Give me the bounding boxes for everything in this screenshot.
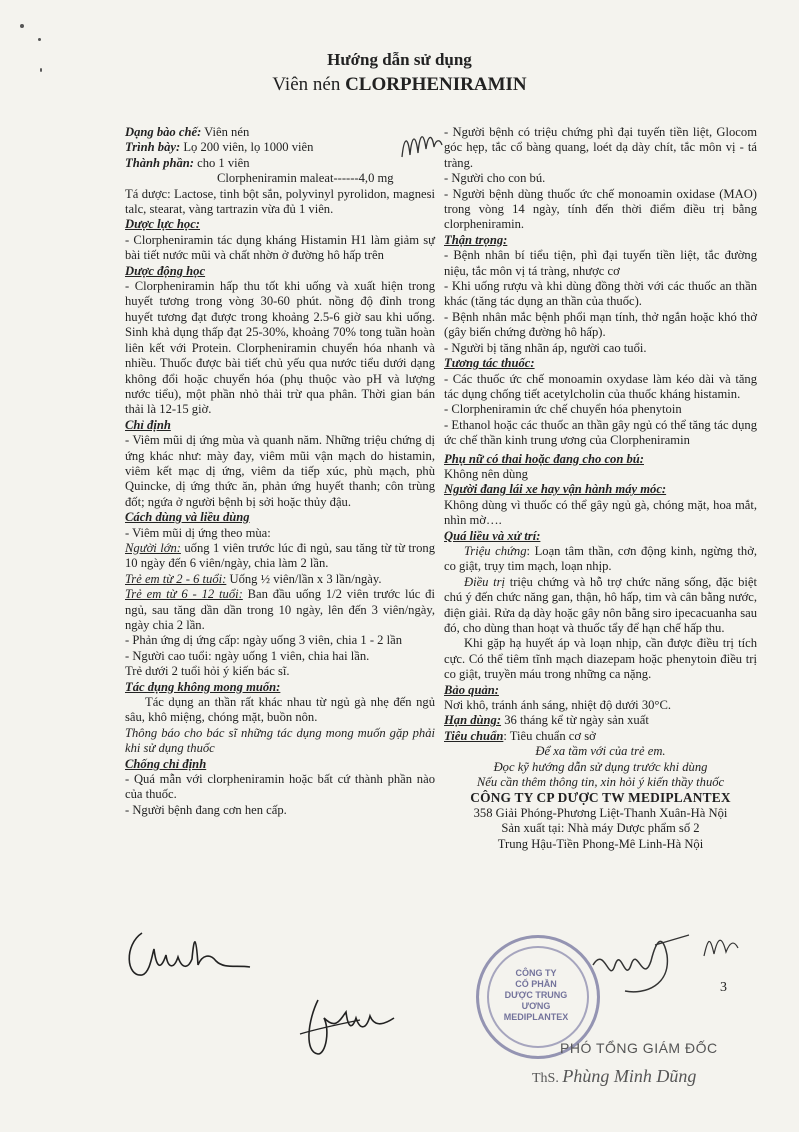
section-heading: Bảo quản: — [444, 682, 499, 697]
handwritten-signature — [120, 925, 260, 985]
warning-note: Để xa tầm với của trẻ em. — [535, 744, 666, 759]
dosage-item: Trẻ em từ 6 - 12 tuổi: Ban đầu uống 1/2 viên trước lúc đi ngủ, sau tăng dần dần trong 10 ngày, lên đến 3 viên/ngày, ngày chia 2 lần. — [125, 587, 435, 632]
contraindication-item: - Người bệnh có triệu chứng phì đại tuyến tiền liệt, Glocom góc hẹp, tắc cổ bàng quang, loét dạ dày chít, tắc môn vị - tá tràng. — [444, 125, 757, 170]
dosage-item: - Phản ứng dị ứng cấp: ngày uống 3 viên, chia 1 - 2 lần — [125, 633, 403, 648]
dosage-form: Dạng bào chế: Viên nén — [125, 125, 250, 139]
dosage-item: - Người cao tuổi: ngày uống 1 viên, chia hai lần. — [125, 648, 370, 663]
dosage-item: Trẻ em từ 2 - 6 tuổi: Uống ½ viên/lần x 3 lần/ngày. — [125, 571, 382, 586]
standard: Tiêu chuẩn: Tiêu chuẩn cơ sở — [444, 728, 596, 743]
storage-text: Nơi khô, tránh ánh sáng, nhiệt độ dưới 30°C. — [444, 698, 672, 713]
warning-note: Nếu cần thêm thông tin, xin hỏi ý kiến thầy thuốc — [476, 775, 725, 790]
overdose-hypotension: Khi gặp hạ huyết áp và loạn nhịp, cần được điều trị tích cực. Có thể tiêm tĩnh mạch diazepam hoặc phenytoin điều trị co giật, truyền máu trong những ca nặng. — [444, 636, 757, 682]
scan-speck — [20, 24, 24, 28]
section-heading: Chỉ định — [125, 417, 171, 432]
pregnancy-text: Không nên dùng — [444, 466, 528, 481]
section-heading: Dược lực học: — [125, 217, 201, 232]
section-heading: Phụ nữ có thai hoặc đang cho con bú: — [444, 451, 644, 466]
dosage-item: - Viêm mũi dị ứng theo mùa: — [125, 525, 271, 540]
section-heading: Cách dùng và liều dùng — [125, 510, 250, 525]
interaction-item: - Ethanol hoặc các thuốc an thần gây ngủ có thể tăng tác dụng ức chế thần kinh trung ương của Clorpheniramin — [444, 417, 757, 448]
section-heading: Chống chỉ định — [125, 756, 207, 771]
section-heading: Tác dụng không mong muốn: — [125, 679, 281, 694]
factory-line: Sản xuất tại: Nhà máy Dược phẩm số 2 — [501, 821, 700, 836]
precaution-item: - Bệnh nhân mắc bệnh phổi mạn tính, thở ngắn hoặc khó thở (gây biến chứng đường hô hấp). — [444, 309, 757, 340]
section-heading: Người đang lái xe hay vận hành máy móc: — [444, 482, 667, 497]
doc-title: Hướng dẫn sử dụng — [327, 50, 472, 69]
contraindication-item: - Người bệnh đang cơn hen cấp. — [125, 802, 287, 817]
indications-text: - Viêm mũi dị ứng mùa và quanh năm. Những triệu chứng dị ứng khác như: mày đay, viêm mũi vận mạch do histamin, viêm kết mạc dị ứng, viêm da tiếp xúc, phù mạch, phù Quincke, dị ứng thức ăn, phản ứng huyết thanh; côn trùng đốt; ngứa ở người bệnh bị sởi hoặc thủy đậu. — [125, 433, 435, 509]
interaction-item: - Clorpheniramin ức chế chuyển hóa phenytoin — [444, 402, 682, 417]
director-signature — [585, 925, 705, 1005]
precaution-item: - Khi uống rượu và khi dùng đồng thời với các thuốc an thần khác (tăng tác dụng an thần của thuốc). — [444, 279, 757, 309]
overdose-symptoms: Triệu chứng: Loạn tâm thần, cơn động kinh, ngừng thở, co giật, trụy tim mạch, loạn nhịp. — [444, 543, 758, 574]
dosage-item: Người lớn: uống 1 viên trước lúc đi ngủ, sau tăng từ từ trong 10 ngày đến 6 viên/ngày, chia làm 2 lần. — [125, 540, 435, 571]
precaution-item: - Người bị tăng nhãn áp, người cao tuổi. — [444, 340, 647, 355]
section-heading: Quá liều và xử trí: — [444, 528, 541, 543]
warning-note: Đọc kỹ hướng dẫn sử dụng trước khi dùng — [493, 759, 708, 774]
product-title: Viên nén CLORPHENIRAMIN — [272, 74, 527, 95]
excipients: Tá dược: Lactose, tinh bột sắn, polyvinyl pyrolidon, magnesi talc, stearat, vàng tartrazin vừa đủ 1 viên. — [125, 186, 435, 217]
contraindication-item: - Người cho con bú. — [444, 171, 546, 186]
section-heading: Thận trọng: — [444, 232, 508, 247]
section-heading: Tương tác thuốc: — [444, 356, 535, 371]
overdose-treatment: Điều trị triệu chứng và hỗ trợ chức năng sống, đặc biệt chú ý đến chức năng gan, thận, hô hấp, tim và cân bằng nước, điện giải. Rửa dạ dày hoặc gây nôn bằng siro ipecacuanha sau đó, cho dùng than hoạt và thuốc tẩy để hạn chế hấp thu. — [444, 574, 757, 635]
contraindication-item: - Quá mẫn với clorpheniramin hoặc bất cứ thành phần nào của thuốc. — [125, 772, 435, 802]
initials-signature — [700, 932, 740, 962]
section-heading: Dược động học — [125, 263, 206, 278]
factory-address: Trung Hậu-Tiền Phong-Mê Linh-Hà Nội — [497, 836, 704, 851]
scan-speck — [38, 38, 41, 41]
interaction-item: - Các thuốc ức chế monoamin oxydase làm kéo dài và tăng tác dụng chống tiết acetylcholin của thuốc kháng histamin. — [444, 371, 757, 401]
pharmacokinetics-text: - Clorpheniramin hấp thu tốt khi uống và xuất hiện trong huyết tương trong vòng 30-60 phút. nồng độ đỉnh trong huyết tương đạt được trong khoảng 2.5-6 giờ sau khi uống. Sinh khả dụng thấp đạt 25-30%, khoảng 70% tong tuần hoàn liên kết với Protein. Clorpheniramin chuyển hóa nhanh và nhiều. Thuốc được bài tiết chủ yếu qua nước tiểu dưới dạng không đổi hoặc chuyển hóa (phụ thuộc vào pH và lượng nước tiểu), một phần nhỏ thải trừ qua phân. Thời gian bán thải là 12-15 giờ. — [125, 279, 435, 417]
precaution-item: - Bệnh nhân bí tiểu tiện, phì đại tuyến tiền liệt, tắc đường niệu, tắc môn vị tá tràng, nhược cơ — [444, 248, 757, 278]
composition: Thành phần: cho 1 viên — [125, 155, 250, 170]
company-address: 358 Giải Phóng-Phương Liệt-Thanh Xuân-Hà Nội — [473, 805, 728, 820]
side-effects-text: Tác dụng an thần rất khác nhau từ ngủ gà nhẹ đến ngủ sâu, khô miệng, chóng mặt, buồn nôn. — [125, 695, 435, 725]
company-name: CÔNG TY CP DƯỢC TW MEDIPLANTEX — [470, 790, 731, 806]
left-column — [125, 125, 435, 818]
shelf-life: Hạn dùng: 36 tháng kể từ ngày sản xuất — [444, 713, 649, 728]
handwritten-signature — [290, 990, 410, 1065]
right-column — [444, 125, 757, 852]
signatory-title: PHÓ TỔNG GIÁM ĐỐC — [560, 1040, 718, 1056]
active-ingredient: Clorpheniramin maleat------4,0 mg — [217, 171, 394, 186]
dosage-item: Trẻ dưới 2 tuổi hỏi ý kiến bác sĩ. — [125, 664, 290, 679]
seal-text: CÔNG TY CỔ PHẦN DƯỢC TRUNG ƯƠNG MEDIPLANTEX — [503, 968, 569, 1022]
contraindication-item: - Người bệnh dùng thuốc ức chế monoamin oxidase (MAO) trong vòng 14 ngày, tính đến thời điểm điều trị bằng clorpheniramin. — [444, 186, 757, 232]
side-effects-note: Thông báo cho bác sĩ những tác dụng mong muốn gặp phải khi sử dụng thuốc — [125, 725, 435, 756]
packaging: Trình bày: Lọ 200 viên, lọ 1000 viên — [125, 140, 314, 155]
signatory-name: ThS. Phùng Minh Dũng — [532, 1066, 697, 1086]
pharmacodynamics-text: - Clorpheniramin tác dụng kháng Histamin H1 làm giảm sự bài tiết nước mũi và chất nhờn ở đường hô hấp trên — [125, 232, 435, 263]
page-number: 3 — [720, 980, 727, 995]
driving-text: Không dùng vì thuốc có thể gây ngủ gà, chóng mặt, hoa mắt, nhìn mờ…. — [444, 497, 757, 528]
